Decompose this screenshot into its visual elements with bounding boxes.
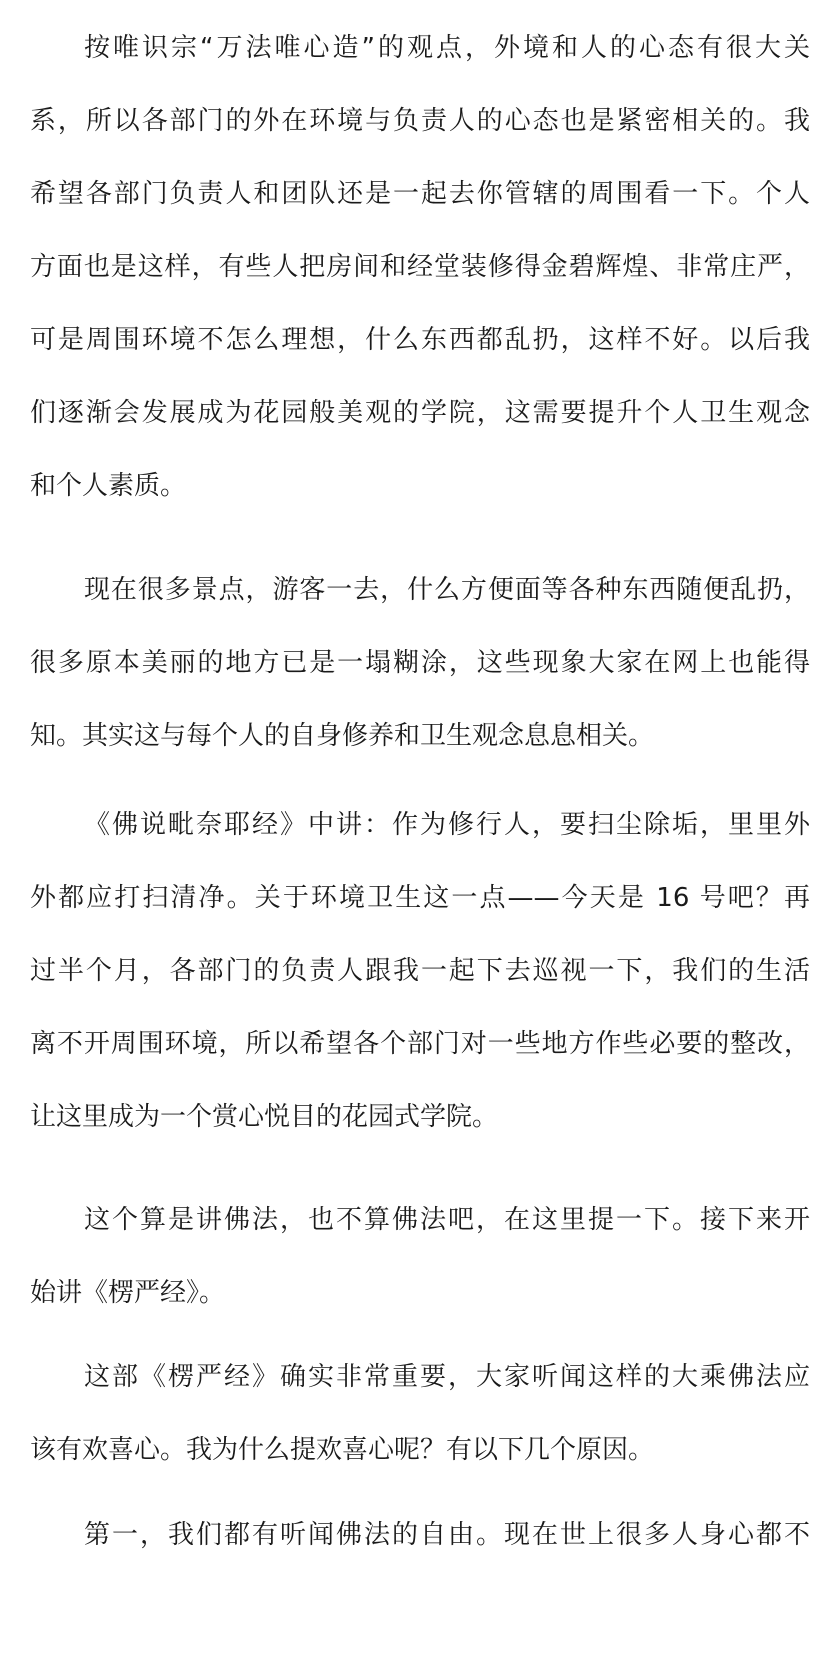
text-line: 和个人素质。 bbox=[30, 471, 187, 501]
text-line: 知。其实这与每个人的自身修养和卫生观念息息相关。 bbox=[30, 721, 655, 751]
text-line: 希望各部门负责人和团队还是一起去你管辖的周围看一下。个人 bbox=[30, 179, 810, 209]
text-line: 外都应打扫清净。关于环境卫生这一点——今天是 16 号吧？再 bbox=[30, 883, 810, 913]
text-line: 系，所以各部门的外在环境与负责人的心态也是紧密相关的。我 bbox=[30, 106, 810, 136]
text-line: 这个算是讲佛法，也不算佛法吧，在这里提一下。接下来开 bbox=[84, 1205, 810, 1235]
text-line: 方面也是这样，有些人把房间和经堂装修得金碧辉煌、非常庄严， bbox=[30, 252, 810, 282]
text-line: 现在很多景点，游客一去，什么方便面等各种东西随便乱扔， bbox=[84, 575, 810, 605]
text-line: 让这里成为一个赏心悦目的花园式学院。 bbox=[30, 1102, 499, 1132]
text-line: 很多原本美丽的地方已是一塌糊涂，这些现象大家在网上也能得 bbox=[30, 648, 810, 678]
text-line: 《佛说毗奈耶经》中讲：作为修行人，要扫尘除垢，里里外 bbox=[84, 810, 810, 840]
text-line: 可是周围环境不怎么理想，什么东西都乱扔，这样不好。以后我 bbox=[30, 325, 810, 355]
text-line: 们逐渐会发展成为花园般美观的学院，这需要提升个人卫生观念 bbox=[30, 398, 810, 428]
text-line: 这部《楞严经》确实非常重要，大家听闻这样的大乘佛法应 bbox=[84, 1362, 810, 1392]
text-line: 第一，我们都有听闻佛法的自由。现在世上很多人身心都不 bbox=[84, 1520, 810, 1550]
text-line: 始讲《楞严经》。 bbox=[30, 1278, 226, 1308]
text-line: 按唯识宗“万法唯心造”的观点，外境和人的心态有很大关 bbox=[84, 33, 810, 63]
text-line: 离不开周围环境，所以希望各个部门对一些地方作些必要的整改， bbox=[30, 1029, 810, 1059]
text-line: 该有欢喜心。我为什么提欢喜心呢？有以下几个原因。 bbox=[30, 1435, 655, 1465]
text-line: 过半个月，各部门的负责人跟我一起下去巡视一下，我们的生活 bbox=[30, 956, 810, 986]
